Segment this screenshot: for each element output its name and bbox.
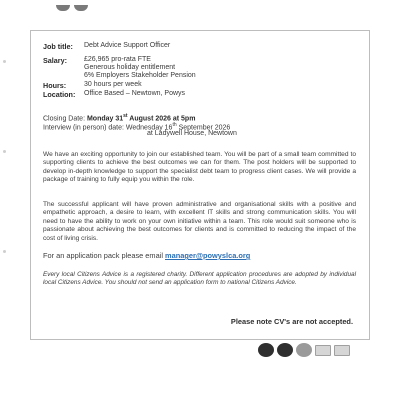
funder-logo	[334, 345, 350, 356]
footer-logos	[258, 343, 350, 357]
closing-date: Closing Date: Monday 31st August 2026 at 5pm	[43, 113, 196, 123]
salary-label: Salary:	[43, 56, 67, 65]
standard-mark-logo	[315, 345, 331, 356]
partner-logo	[296, 343, 312, 357]
requirements-paragraph: The successful applicant will have proven administrative and organisational skills with a positive and empathetic approach, a desire to learn, with excellent IT skills and strong communication skills. You will need to have the ability to work on your own initiative within a team. This role would suit someone who is passionate about achieving the best outcomes for clients and is committed to reducing the impact of the cost of living crisis.	[43, 201, 356, 242]
interview-venue: at Ladywell House, Newtown	[147, 130, 237, 137]
application-line: For an application pack please email manager@powyslca.org	[43, 251, 251, 260]
top-logo-fragment	[56, 0, 92, 16]
accreditation-logo	[258, 343, 274, 357]
job-advert-panel	[30, 30, 370, 340]
intro-paragraph: We have an exciting opportunity to join our established team. You will be part of a small team committed to supporting clients to achieve the best outcomes we can for them. The post holders will be supported to develop in-depth knowledge to support the specialist debt team to progress client cases. We will provide a package of training to fully equip you within the role.	[43, 151, 356, 184]
charity-disclaimer: Every local Citizens Advice is a registered charity. Different application procedures are adopted by individual local Citizens Advice. You should not send an application form to national Citizens Advice.	[43, 271, 356, 287]
interview-date: Interview (in person) date: Wednesday 16th September 2026	[43, 122, 231, 132]
job-title-value: Debt Advice Support Officer	[84, 42, 171, 49]
pension-value: 6% Employers Stakeholder Pension	[84, 72, 196, 79]
email-link[interactable]: manager@powyslca.org	[165, 251, 251, 260]
location-label: Location:	[43, 90, 76, 99]
cv-note: Please note CV's are not accepted.	[230, 317, 353, 326]
location-value: Office Based – Newtown, Powys	[84, 90, 186, 97]
holiday-value: Generous holiday entitlement	[84, 64, 176, 71]
hours-label: Hours:	[43, 81, 67, 90]
hours-value: 30 hours per week	[84, 81, 142, 88]
advice-quality-logo	[277, 343, 293, 357]
job-title-label: Job title:	[43, 42, 73, 51]
salary-value: £26,965 pro-rata FTE	[84, 56, 151, 63]
